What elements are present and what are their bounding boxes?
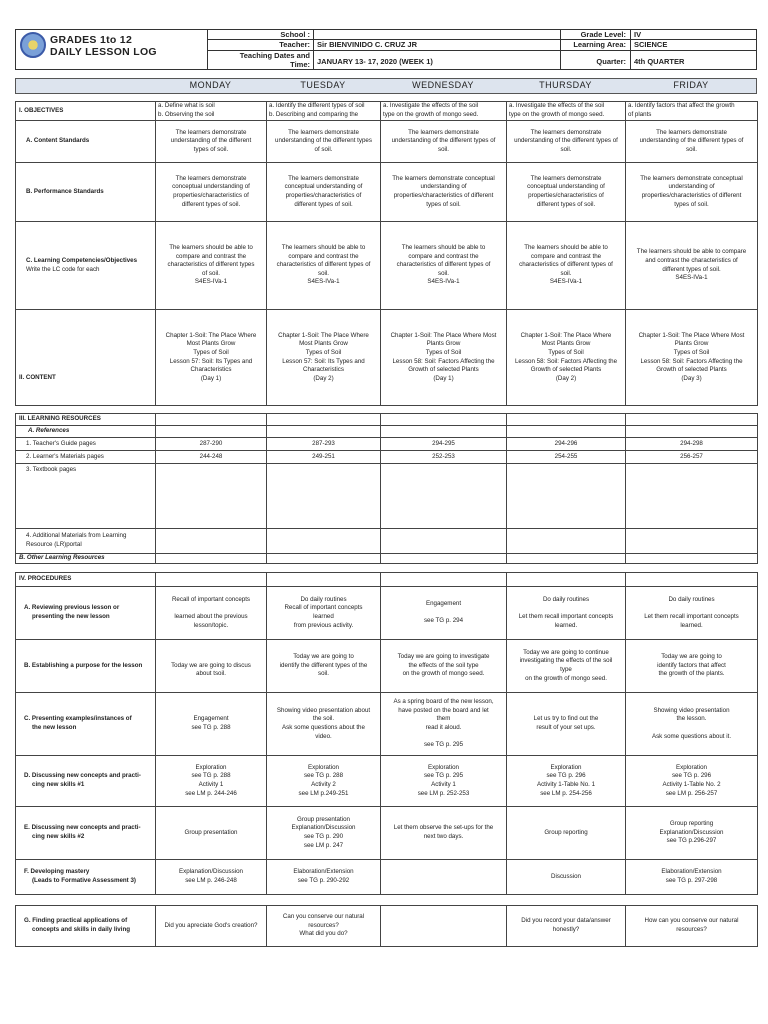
blank-cell [156, 464, 267, 529]
cell-objectives-3: a. Investigate the effects of the soil type on the growth of mongo seed. [507, 102, 626, 121]
cell-proc_a-1: Do daily routines Recall of important concepts learned from previous activity. [267, 587, 381, 640]
blank-cell [507, 426, 626, 438]
cell-proc_g-0: Did you apreciate God's creation? [156, 906, 267, 947]
blank-cell [507, 529, 626, 554]
cell-content-4: Chapter 1-Soil: The Place Where Most Plants Grow Types of Soil Lesson 58: Soil: Factors Affecting the Growth of selected Plants (Day 3) [626, 310, 758, 406]
area-label: Learning Area: [573, 40, 626, 49]
cell-content-std-0: The learners demonstrate understanding of the different types of soil. [156, 121, 267, 163]
cell-proc_d-1: Exploration see TG p. 288 Activity 2 see LM p.249-251 [267, 756, 381, 807]
proc_f-label: F. Developing mastery (Leads to Formative Assessment 3) [16, 860, 156, 895]
cell-proc_d-4: Exploration see TG p. 296 Activity 1-Table No. 2 see LM p. 256-257 [626, 756, 758, 807]
cell-proc_g-1: Can you conserve our natural resources? What did you do? [267, 906, 381, 947]
cell-objectives-0: a. Define what is soil b. Observing the soil [156, 102, 267, 121]
blank-cell [156, 573, 267, 587]
time-label: Time: [290, 60, 310, 69]
grade-value: IV [634, 30, 642, 39]
blank-cell [626, 464, 758, 529]
blank-cell [156, 554, 267, 564]
cell-proc_b-0: Today we are going to discus about tsoil. [156, 640, 267, 693]
cell-proc_e-2: Let them observe the set-ups for the next two days. [381, 807, 507, 860]
blank-cell [381, 573, 507, 587]
cell-tg-3: 294-296 [507, 438, 626, 451]
cell-proc_f-3: Discussion [507, 860, 626, 895]
cell-proc_b-4: Today we are going to identify factors that affect the growth of the plants. [626, 640, 758, 693]
cell-proc_g-2 [381, 906, 507, 947]
cell-objectives-4: a. Identify factors that affect the growth of plants [626, 102, 758, 121]
blank-cell [507, 414, 626, 426]
title-line1: GRADES 1to 12 [50, 34, 133, 46]
objectives-label: I. OBJECTIVES [16, 102, 156, 121]
blank-cell [381, 414, 507, 426]
resources-label: III. LEARNING RESOURCES [16, 414, 156, 426]
content-label: II. CONTENT [16, 310, 156, 406]
blank-cell [156, 426, 267, 438]
blank-cell [626, 554, 758, 564]
cell-proc_c-4: Showing video presentation the lesson. Ask some questions about it. [626, 693, 758, 756]
blank-cell [626, 529, 758, 554]
cell-proc_e-1: Group presentation Explanation/Discussion see TG p. 290 see LM p. 247 [267, 807, 381, 860]
day-friday: FRIDAY [673, 80, 709, 90]
blank-cell [626, 573, 758, 587]
performance-standards-label: B. Performance Standards [16, 163, 156, 222]
cell-content-std-4: The learners demonstrate understanding of the different types of soil. [626, 121, 758, 163]
cell-content-std-3: The learners demonstrate understanding of the different types of soil. [507, 121, 626, 163]
competencies-label: C. Learning Competencies/Objectives Write the LC code for each [16, 222, 156, 310]
day-wednesday: WEDNESDAY [412, 80, 474, 90]
proc_e-label: E. Discussing new concepts and practi- cing new skills #2 [16, 807, 156, 860]
blank-cell [381, 426, 507, 438]
cell-lm-1: 249-251 [267, 451, 381, 464]
cell-proc_f-0: Explanation/Discussion see LM p. 246-248 [156, 860, 267, 895]
cell-tg-4: 294-298 [626, 438, 758, 451]
cell-content-1: Chapter 1-Soil: The Place Where Most Plants Grow Types of Soil Lesson 57: Soil: Its Types and Characteristics (Day 2) [267, 310, 381, 406]
quarter-value: 4th QUARTER [634, 57, 685, 66]
quarter-label: Quarter: [596, 57, 626, 66]
lm-label: 2. Learner's Materials pages [16, 451, 156, 464]
cell-content-3: Chapter 1-Soil: The Place Where Most Plants Grow Types of Soil Lesson 58: Soil: Factors Affecting the Growth of selected Plants (Day 2) [507, 310, 626, 406]
blank-cell [507, 573, 626, 587]
cell-tg-0: 287-290 [156, 438, 267, 451]
blank-cell [381, 529, 507, 554]
lesson-log-table [15, 101, 758, 947]
cell-lm-4: 256-257 [626, 451, 758, 464]
blank-cell [267, 464, 381, 529]
blank-cell [381, 554, 507, 564]
procedures-label: IV. PROCEDURES [16, 573, 156, 587]
cell-proc_c-3: Let us try to find out the result of your set ups. [507, 693, 626, 756]
school-label: School : [280, 30, 310, 39]
title-line2: DAILY LESSON LOG [50, 46, 157, 58]
cell-lm-2: 252-253 [381, 451, 507, 464]
cell-proc_c-2: As a spring board of the new lesson, have posted on the board and let them read it aloud. see TG p. 295 [381, 693, 507, 756]
cell-proc_e-4: Group reporting Explanation/Discussion see TG p.296-297 [626, 807, 758, 860]
cell-proc_b-2: Today we are going to investigate the effects of the soil type on the growth of mongo seed. [381, 640, 507, 693]
cell-proc_f-2 [381, 860, 507, 895]
cell-proc_b-3: Today we are going to continue investigating the effects of the soil type on the growth of mongo seed. [507, 640, 626, 693]
cell-proc_g-4: How can you conserve our natural resources? [626, 906, 758, 947]
blank-cell [267, 573, 381, 587]
cell-proc_d-3: Exploration see TG p. 296 Activity 1-Table No. 1 see LM p. 254-256 [507, 756, 626, 807]
other-resources-label: B. Other Learning Resources [16, 554, 156, 564]
cell-performance-std-4: The learners demonstrate conceptual understanding of properties/characteristics of different types of soil. [626, 163, 758, 222]
cell-objectives-2: a. Investigate the effects of the soil type on the growth of mongo seed. [381, 102, 507, 121]
cell-proc_c-0: Engagement see TG p. 288 [156, 693, 267, 756]
area-value: SCIENCE [634, 40, 668, 49]
day-monday: MONDAY [189, 80, 232, 90]
cell-performance-std-0: The learners demonstrate conceptual understanding of properties/characteristics of different types of soil. [156, 163, 267, 222]
cell-proc_f-1: Elaboration/Extension see TG p. 290-292 [267, 860, 381, 895]
day-tuesday: TUESDAY [300, 80, 346, 90]
cell-objectives-1: a. Identify the different types of soil b. Describing and comparing the [267, 102, 381, 121]
blank-cell [507, 554, 626, 564]
cell-content-std-1: The learners demonstrate understanding of the different types of soil. [267, 121, 381, 163]
blank-cell [267, 426, 381, 438]
textbook-label: 3. Textbook pages [16, 464, 156, 529]
proc_g-label: G. Finding practical applications of concepts and skills in daily living [16, 906, 156, 947]
additional-label: 4. Additional Materials from Learning Resource (LR)portal [16, 529, 156, 554]
references-label: A. References [16, 426, 156, 438]
cell-proc_a-4: Do daily routines Let them recall important concepts learned. [626, 587, 758, 640]
spacer [16, 406, 758, 414]
cell-proc_g-3: Did you record your data/answer honestly? [507, 906, 626, 947]
blank-cell [156, 529, 267, 554]
blank-cell [507, 464, 626, 529]
cell-proc_a-3: Do daily routines Let them recall important concepts learned. [507, 587, 626, 640]
dates-value: JANUARY 13- 17, 2020 (WEEK 1) [317, 57, 433, 66]
cell-performance-std-2: The learners demonstrate conceptual understanding of properties/characteristics of different types of soil. [381, 163, 507, 222]
spacer [16, 564, 758, 573]
blank-cell [156, 414, 267, 426]
blank-cell [267, 529, 381, 554]
blank-cell [626, 414, 758, 426]
blank-cell [267, 554, 381, 564]
spacer [16, 895, 758, 906]
proc_c-label: C. Presenting examples/instances of the new lesson [16, 693, 156, 756]
cell-proc_c-1: Showing video presentation about the soil. Ask some questions about the video. [267, 693, 381, 756]
cell-competencies-0: The learners should be able to compare and contrast the characteristics of different types of soil. S4ES-IVa-1 [156, 222, 267, 310]
cell-tg-1: 287-293 [267, 438, 381, 451]
proc_a-label: A. Reviewing previous lesson or presenting the new lesson [16, 587, 156, 640]
cell-proc_b-1: Today we are going to identify the different types of the soil. [267, 640, 381, 693]
cell-proc_e-0: Group presentation [156, 807, 267, 860]
cell-competencies-3: The learners should be able to compare and contrast the characteristics of different types of soil. S4ES-IVa-1 [507, 222, 626, 310]
tg-label: 1. Teacher's Guide pages [16, 438, 156, 451]
cell-proc_d-0: Exploration see TG p. 288 Activity 1 see LM p. 244-246 [156, 756, 267, 807]
deped-seal-icon [20, 32, 46, 58]
cell-performance-std-1: The learners demonstrate conceptual understanding of properties/characteristics of different types of soil. [267, 163, 381, 222]
cell-content-0: Chapter 1-Soil: The Place Where Most Plants Grow Types of Soil Lesson 57: Soil: Its Types and Characteristics (Day 1) [156, 310, 267, 406]
blank-cell [381, 464, 507, 529]
teacher-label: Teacher: [279, 40, 310, 49]
cell-tg-2: 294-295 [381, 438, 507, 451]
teacher-value: Sir BIENVINIDO C. CRUZ JR [317, 40, 418, 49]
cell-competencies-1: The learners should be able to compare and contrast the characteristics of different types of soil. S4ES-IVa-1 [267, 222, 381, 310]
proc_d-label: D. Discussing new concepts and practi- cing new skills #1 [16, 756, 156, 807]
cell-proc_f-4: Elaboration/Extension see TG p. 297-298 [626, 860, 758, 895]
cell-content-2: Chapter 1-Soil: The Place Where Most Plants Grow Types of Soil Lesson 58: Soil: Factors Affecting the Growth of selected Plants (Day 1) [381, 310, 507, 406]
cell-proc_d-2: Exploration see TG p. 295 Activity 1 see LM p. 252-253 [381, 756, 507, 807]
proc_b-label: B. Establishing a purpose for the lesson [16, 640, 156, 693]
dates-label: Teaching Dates and [239, 51, 310, 60]
cell-lm-3: 254-255 [507, 451, 626, 464]
grade-label: Grade Level: [580, 30, 626, 39]
cell-performance-std-3: The learners demonstrate conceptual understanding of properties/characteristics of different types of soil. [507, 163, 626, 222]
day-thursday: THURSDAY [539, 80, 592, 90]
cell-proc_a-0: Recall of important concepts learned about the previous lesson/topic. [156, 587, 267, 640]
cell-lm-0: 244-248 [156, 451, 267, 464]
cell-proc_a-2: Engagement see TG p. 294 [381, 587, 507, 640]
blank-cell [267, 414, 381, 426]
cell-content-std-2: The learners demonstrate understanding of the different types of soil. [381, 121, 507, 163]
cell-competencies-4: The learners should be able to compare and contrast the characteristics of different types of soil. S4ES-IVa-1 [626, 222, 758, 310]
content-standards-label: A. Content Standards [16, 121, 156, 163]
blank-cell [626, 426, 758, 438]
cell-competencies-2: The learners should be able to compare and contrast the characteristics of different types of soil. S4ES-IVa-1 [381, 222, 507, 310]
cell-proc_e-3: Group reporting [507, 807, 626, 860]
